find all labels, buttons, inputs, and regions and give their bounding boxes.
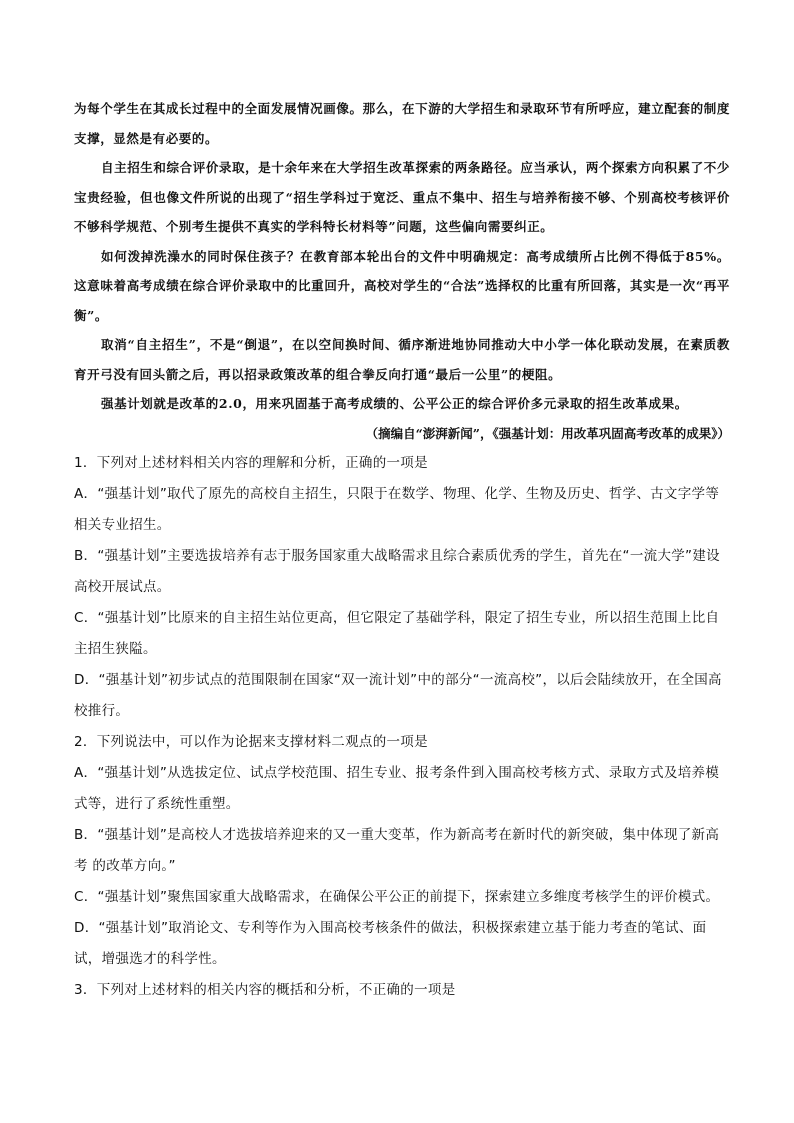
passage-paragraph-4: 取消“自主招生”，不是“倒退”，在以空间换时间、循序渐进地协同推动大中小学一体化联动发展，在素质教育开弓没有回头箭之后，再以招录政策改革的组合拳反向打通“最后一公里”的梗阻。 <box>74 337 730 382</box>
option-d: D．“强基计划”初步试点的范围限制在国家“双一流计划”中的部分“一流高校”，以后会陆续放开，在全国高校推行。 <box>74 672 722 719</box>
option-c: C．“强基计划”比原来的自主招生站位更高，但它限定了基础学科，限定了招生专业，所以招生范围上比自主招生狭隘。 <box>74 610 720 657</box>
option-c: C．“强基计划”聚焦国家重大战略需求，在确保公平公正的前提下，探索建立多维度考核学生的评价模式。 <box>74 889 720 905</box>
question-stem: 3．下列对上述材料的相关内容的概括和分析，不正确的一项是 <box>74 982 456 998</box>
option-b: B．“强基计划”主要选拔培养有志于服务国家重大战略需求且综合素质优秀的学生，首先在“一流大学”建设高校开展试点。 <box>74 548 720 595</box>
option-a: A．“强基计划”取代了原先的高校自主招生，只限于在数学、物理、化学、生物及历史、哲学、古文字学等相关专业招生。 <box>74 486 720 533</box>
option-b: B．“强基计划”是高校人才选拔培养迎来的又一重大变革，作为新高考在新时代的新突破，集中体现了新高考 的改革方向。” <box>74 827 720 874</box>
document-page <box>74 94 730 1006</box>
passage-paragraph-3: 如何泼掉洗澡水的同时保住孩子？在教育部本轮出台的文件中明确规定：高考成绩所占比例不得低于85%。这意味着高考成绩在综合评价录取中的比重回升，高校对学生的“合法”选择权的比重有所回落，其实是一次“再平衡”。 <box>74 248 730 323</box>
question-stem: 1．下列对上述材料相关内容的理解和分析，正确的一项是 <box>74 455 428 471</box>
option-a: A．“强基计划”从选拔定位、试点学校范围、招生专业、报考条件到入围高校考核方式、录取方式及培养模式等，进行了系统性重塑。 <box>74 765 720 812</box>
passage-paragraph-1: 为每个学生在其成长过程中的全面发展情况画像。那么，在下游的大学招生和录取环节有所呼应，建立配套的制度支撑，显然是有必要的。 <box>74 101 730 146</box>
passage-paragraph-5: 强基计划就是改革的2.0，用来巩固基于高考成绩的、公平公正的综合评价多元录取的招生改革成果。 <box>101 396 688 411</box>
question-1 <box>74 448 730 727</box>
question-stem: 2．下列说法中，可以作为论据来支撑材料二观点的一项是 <box>74 734 428 750</box>
question-2 <box>74 727 730 975</box>
passage-source: （摘编自“澎湃新闻”，《强基计划：用改革巩固高考改革的成果》） <box>365 425 730 441</box>
passage-paragraph-2: 自主招生和综合评价录取，是十余年来在大学招生改革探索的两条路径。应当承认，两个探索方向积累了不少宝贵经验，但也像文件所说的出现了“招生学科过于宽泛、重点不集中、招生与培养衔接不够、个别高校考核评价不够科学规范、个别考生提供不真实的学科特长材料等”问题，这些偏向需要纠正。 <box>74 160 730 234</box>
question-3 <box>74 975 730 1006</box>
option-d: D．“强基计划”取消论文、专利等作为入围高校考核条件的做法，积极探索建立基于能力考查的笔试、面试，增强选才的科学性。 <box>74 920 707 967</box>
